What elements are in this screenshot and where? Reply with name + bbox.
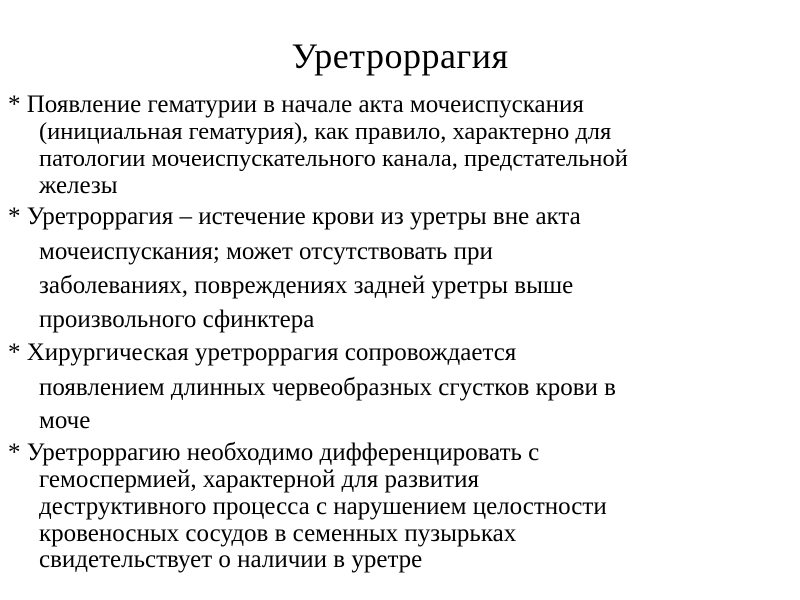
- bullet-1-line-3: патологии мочеиспускательного канала, предстательной: [39, 145, 628, 172]
- bullet-3-line-2: появлением длинных червеобразных сгустков крови в: [39, 374, 616, 401]
- bullet-2-line-3: заболеваниях, повреждениях задней уретры выше: [39, 272, 574, 299]
- bullet-4-line-3: деструктивного процесса с нарушением целостности: [39, 493, 607, 520]
- bullet-1-line-4: железы: [39, 172, 118, 199]
- bullet-2-line-1: * Уретроррагия – истечение крови из уретры вне акта: [8, 203, 581, 230]
- bullet-2-line-2: мочеиспускания; может отсутствовать при: [39, 238, 493, 265]
- bullet-4-line-1: * Уретроррагию необходимо дифференцировать с: [8, 439, 540, 466]
- bullet-3-line-3: моче: [39, 407, 91, 434]
- bullet-1-line-1: * Появление гематурии в начале акта мочеиспускания: [8, 91, 584, 118]
- bullet-4-line-5: свидетельствует о наличии в уретре: [39, 546, 423, 573]
- bullet-4-line-4: кровеносных сосудов в семенных пузырьках: [39, 520, 517, 547]
- bullet-3-line-1: * Хирургическая уретроррагия сопровождается: [8, 339, 517, 366]
- bullet-4-line-2: гемоспермией, характерной для развития: [39, 466, 479, 493]
- bullet-1-line-2: (инициальная гематурия), как правило, характерно для: [39, 118, 612, 145]
- slide-title: Уретроррагия: [291, 36, 509, 76]
- bullet-2-line-4: произвольного сфинктера: [39, 306, 315, 333]
